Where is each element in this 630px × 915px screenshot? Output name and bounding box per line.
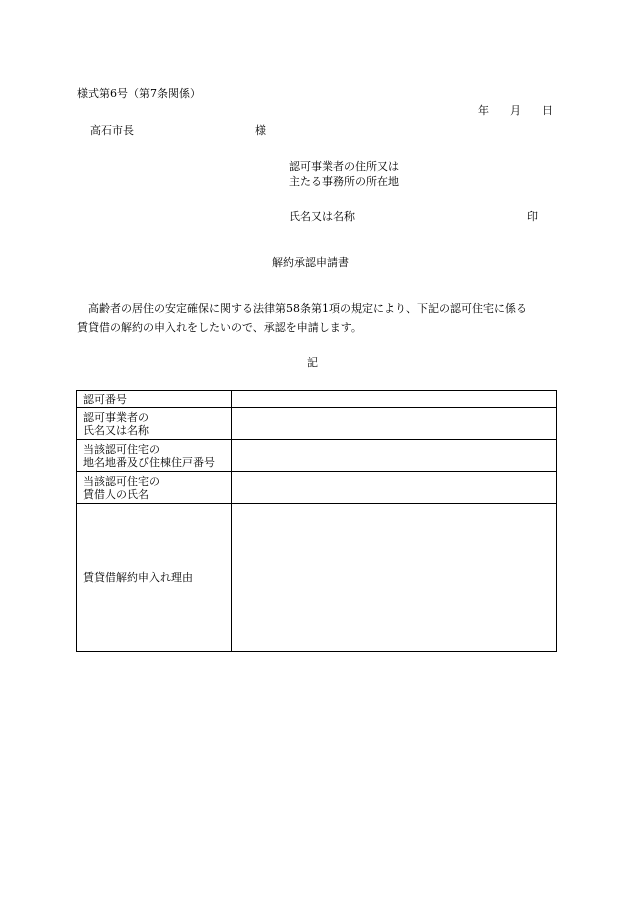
row-label-text: 地名地番及び住棟住戸番号: [83, 455, 215, 469]
row-label-text: 賃貸借解約申入れ理由: [83, 571, 193, 584]
table-row: [77, 472, 557, 504]
request-statement-line2: 賃貸借の解約の申入れをしたいので、承認を申請します。: [77, 321, 362, 334]
record-heading: 記: [307, 356, 318, 369]
seal-mark: 印: [527, 210, 538, 223]
termination-reason-field[interactable]: [232, 504, 557, 652]
applicant-name-label: 氏名又は名称: [289, 210, 355, 223]
honorific: 様: [255, 124, 266, 137]
applicant-address-label-line2: 主たる事務所の所在地: [289, 175, 399, 188]
row-label: [77, 504, 232, 652]
date-year-label: 年: [478, 104, 489, 117]
row-label: [77, 440, 232, 472]
row-label: [77, 391, 232, 408]
row-label-text: 賃借人の氏名: [83, 487, 149, 501]
property-location-field[interactable]: [232, 440, 557, 472]
operator-name-field[interactable]: [232, 408, 557, 440]
table-row: [77, 391, 557, 408]
row-label-text: 認可事業者の: [83, 410, 149, 424]
row-label-text: 当該認可住宅の: [83, 442, 160, 456]
date-month-label: 月: [510, 104, 521, 117]
date-day-label: 日: [542, 104, 553, 117]
applicant-address-label-line1: 認可事業者の住所又は: [289, 160, 399, 173]
table-row: [77, 504, 557, 652]
row-label-text: 認可番号: [83, 392, 127, 406]
row-label: [77, 472, 232, 504]
row-label: [77, 408, 232, 440]
request-statement: [77, 299, 555, 337]
application-details-table: [76, 390, 557, 652]
table-row: [77, 408, 557, 440]
row-label-text: 氏名又は名称: [83, 423, 149, 437]
row-label-text: 当該認可住宅の: [83, 474, 160, 488]
document-title: 解約承認申請書: [272, 256, 349, 269]
permit-number-field[interactable]: [232, 391, 557, 408]
date-line: [478, 104, 553, 117]
addressee: 高石市長: [90, 124, 134, 137]
request-statement-line1: 高齢者の居住の安定確保に関する法律第58条第1項の規定により、下記の認可住宅に係る: [88, 302, 527, 315]
form-number: 様式第6号（第7条関係）: [77, 87, 201, 100]
table-row: [77, 440, 557, 472]
tenant-name-field[interactable]: [232, 472, 557, 504]
